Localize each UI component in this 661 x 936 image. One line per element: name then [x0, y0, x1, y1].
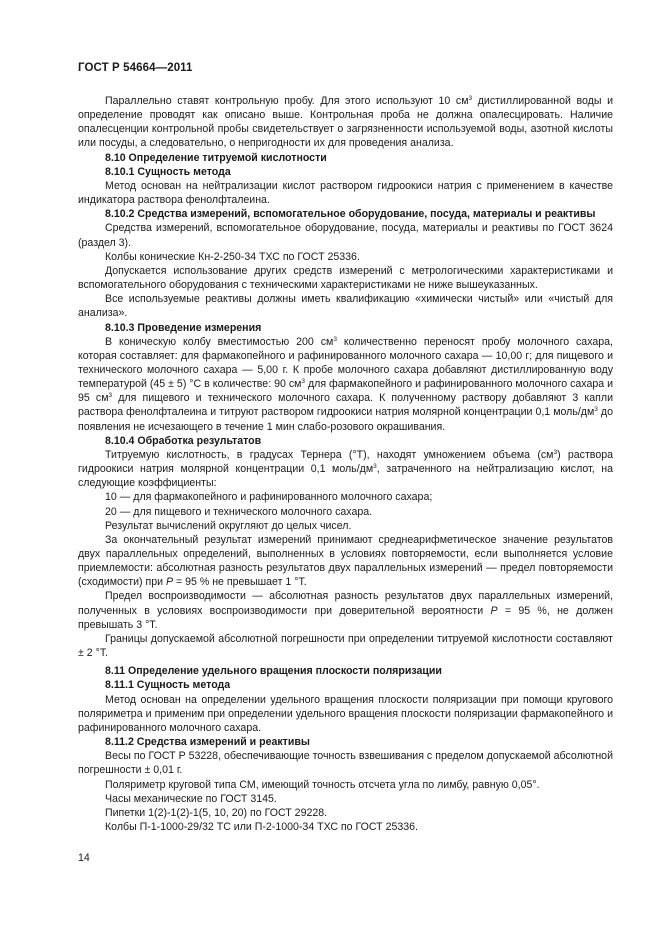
paragraph: Средства измерений, вспомогательное оборудование, посуда, материалы и реактивы по ГОСТ 3624 (раздел 3).	[78, 222, 613, 249]
section-heading: 8.11.2 Средства измерений и реактивы	[105, 736, 310, 749]
section-heading: 8.11 Определение удельного вращения плоскости поляризации	[105, 665, 442, 678]
paragraph: Все используемые реактивы должны иметь квалификацию «химически чистый» или «чистый для анализа».	[78, 293, 613, 320]
document-page	[78, 62, 613, 834]
paragraph: Предел воспроизводимости — абсолютная разность результатов двух параллельных измерений, полученных в условиях воспроизводимости при доверительной вероятности P = 95 %, не должен превышать 3 °Т.	[78, 590, 613, 631]
paragraph: Допускается использование других средств измерений с метрологическими характеристиками и вспомогательного оборудования с техническими характеристиками не ниже вышеуказанных.	[78, 264, 613, 292]
paragraph: Пипетки 1(2)-1(2)-1(5, 10, 20) по ГОСТ 29228.	[105, 806, 328, 819]
section-heading: 8.10 Определение титруемой кислотности	[105, 151, 327, 164]
paragraph: Параллельно ставят контрольную пробу. Для этого используют 10 $см^3$ дистиллированной воды и определение проводят как описано выше. Контрольная проба не должна опалесцировать. Наличие опалесценции контрольной пробы свидетельствует о загрязненности используемой воды, азотной кислоты или посуды, а следовательно, о непригодности их для проведения анализа.	[78, 95, 613, 150]
paragraph: Колбы конические Кн-2-250-34 ТХС по ГОСТ 25336.	[105, 250, 360, 263]
paragraph: Границы допускаемой абсолютной погрешности при определении титруемой кислотности составляют ± 2 °Т.	[78, 632, 613, 660]
paragraph: 20 — для пищевого и технического молочного сахара.	[105, 505, 373, 518]
paragraph: Поляриметр круговой типа СМ, имеющий точность отсчета угла по лимбу, равную 0,05°.	[105, 778, 540, 791]
paragraph: 10 — для фармакопейного и рафинированного молочного сахара;	[105, 491, 433, 504]
paragraph: Весы по ГОСТ Р 53228, обеспечивающие точность взвешивания с пределом допускаемой абсолютной погрешности ± 0,01 г.	[78, 750, 613, 777]
section-heading: 8.11.1 Сущность метода	[105, 679, 231, 692]
document-header: ГОСТ Р 54664—2011	[78, 62, 193, 74]
section-heading: 8.10.2 Средства измерений, вспомогательное оборудование, посуда, материалы и реактивы	[105, 208, 596, 221]
section-heading: 8.10.3 Проведение измерения	[105, 321, 262, 334]
section-heading: 8.10.1 Сущность метода	[105, 165, 231, 178]
paragraph: Часы механические по ГОСТ 3145.	[105, 792, 277, 805]
paragraph: В коническую колбу вместимостью 200 $см^3$ количественно переносят пробу молочного сахара, которая составляет: для фармакопейного и рафинированного молочного сахара — 10,00 г; для пищевого и технического молочного сахара — 5,00 г. К пробе молочного сахара добавляют дистиллированную воду температурой (45 ± 5) °С в количестве: 90 $см^3$ для фармакопейного и рафинированного молочного сахара и 95 $см^3$ для пищевого и технического молочного сахара. К полученному раствору добавляют 3 капли раствора фенолфталеина и титруют раствором гидроокиси натрия молярной концентрации 0,1 моль/$дм^3$ до появления не исчезающего в течение 1 мин слабо-розового окрашивания.	[78, 335, 614, 433]
paragraph: Метод основан на определении удельного вращения плоскости поляризации при помощи кругового поляриметра и применим при определении удельного вращения плоскости поляризации фармакопейного и рафинированного молочного сахара.	[78, 693, 613, 734]
paragraph: Колбы П-1-1000-29/32 ТС или П-2-1000-34 ТХС по ГОСТ 25336.	[105, 820, 419, 833]
paragraph: Метод основан на нейтрализации кислот раствором гидроокиси натрия с применением в качестве индикатора раствора фенолфталеина.	[78, 179, 613, 207]
paragraph: За окончательный результат измерений принимают среднеарифметическое значение результатов двух параллельных определений, выполненных в условиях повторяемости, если выполняется условие приемлемости: абсолютная разность результатов двух параллельных измерений — предел повторяемости (сходимости) при P = 95 % не превышает 1 °Т.	[78, 533, 613, 589]
paragraph: Титруемую кислотность, в градусах Тернера (°Т), находят умножением объема $(см^3)$ раствора гидроокиси натрия молярной концентрации 0,1 моль/$дм^3$, затраченного на нейтрализацию кислот, на следующие коэффициенты:	[78, 448, 613, 490]
document-body	[78, 94, 613, 834]
paragraph: Результат вычислений округляют до целых чисел.	[105, 519, 352, 532]
page-number: 14	[78, 852, 90, 864]
section-heading: 8.10.4 Обработка результатов	[105, 434, 262, 447]
